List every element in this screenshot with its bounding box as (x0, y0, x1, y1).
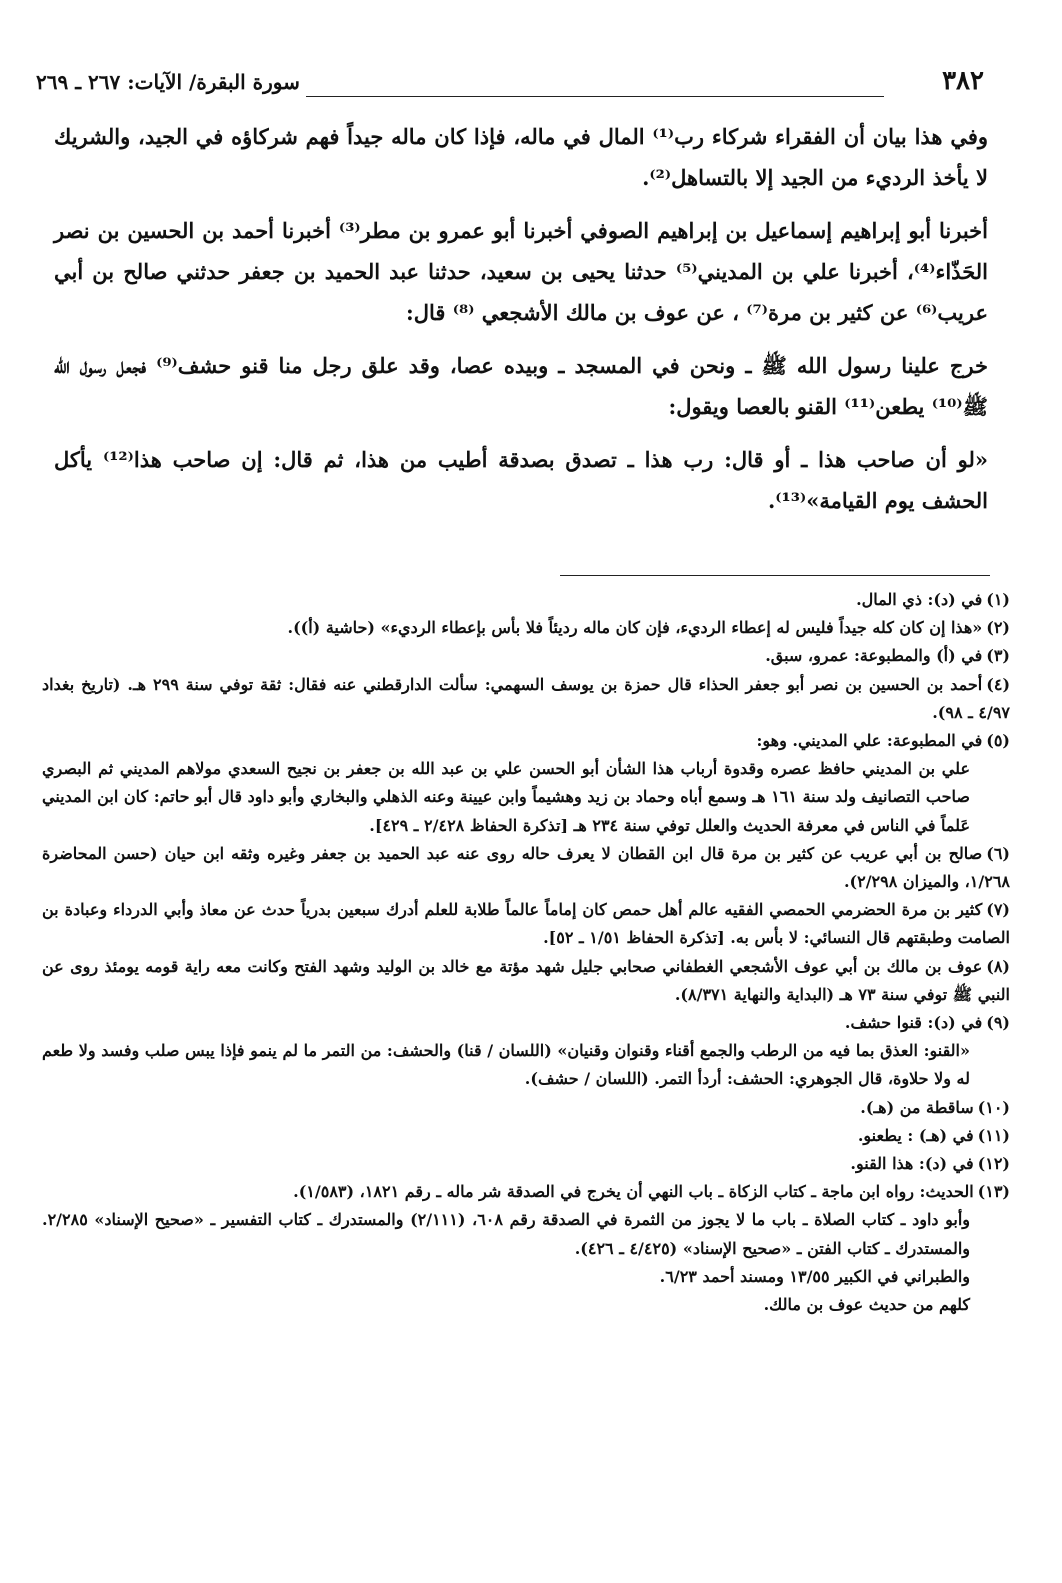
footnote-text: في (هـ) : يطعنو. (857, 1125, 974, 1145)
footnote-text: في (د): هذا القنو. (850, 1154, 974, 1174)
footnote-text: صالح بن أبي عريب عن كثير بن مرة قال ابن القطان لا يعرف حاله روى عنه عبد الحميد بن جعفر وغيره وثقه ابن حيان (حسن المحاضرة ١/٢٦٨، والميزان ٢/٢٩٨). (42, 843, 1010, 892)
footnote-number: (١٠) (977, 1097, 1010, 1117)
footnote-text: «القنو: العذق بما فيه من الرطب والجمع أقناء وقنوان وقنيان» (اللسان / قنا) والحشف: من التمر ما لم ينمو فإذا يبس صلب وفسد ولا طعم له ولا حلاوة، قال الجوهري: الحشف: أردأ التمر. (اللسان / حشف). (42, 1041, 970, 1089)
footnote-continuation (42, 1206, 1010, 1262)
main-text (54, 116, 988, 533)
footnote (42, 953, 1010, 1009)
footnote-number: (١٢) (977, 1154, 1010, 1174)
footnote (42, 1009, 1010, 1037)
footnote (42, 586, 1010, 614)
footnote-continuation (42, 1263, 1010, 1291)
footnote-text: الحديث: رواه ابن ماجة ـ كتاب الزكاة ـ باب النهي أن يخرج في الصدقة شر ماله ـ رقم ١٨٢١، (١/٥٨٣). (293, 1182, 974, 1202)
paragraph: وفي هذا بيان أن الفقراء شركاء رب⁽¹⁾ المال في ماله، فإذا كان ماله جيداً فهم شركاؤه في الجيد، والشريك لا يأخذ الرديء من الجيد إلا بالتساهل⁽²⁾. (54, 124, 988, 190)
footnote (42, 896, 1010, 952)
footnote (42, 642, 1010, 670)
header-rule (306, 96, 884, 97)
footnote (42, 1178, 1010, 1206)
running-title: سورة البقرة/ الآيات: ٢٦٧ ـ ٢٦٩ (36, 70, 300, 94)
footnote-number: (١٣) (977, 1182, 1010, 1202)
footnote-number: (٨) (986, 956, 1010, 976)
footnote-separator (560, 575, 990, 576)
footnote-text: ساقطة من (هـ). (860, 1097, 974, 1117)
footnote-text: في (د): ذي المال. (856, 590, 983, 609)
page-header (36, 66, 984, 106)
footnote-text: وأبو داود ـ كتاب الصلاة ـ باب ما لا يجوز من الثمرة في الصدقة رقم ٦٠٨، (٢/١١١) والمستدرك ـ كتاب التفسير ـ «صحيح الإسناد» ٢/٢٨٥. والمستدرك ـ كتاب الفتن ـ «صحيح الإسناد» (٤/٤٢٥ ـ ٤٢٦). (42, 1210, 970, 1258)
footnote (42, 1094, 1010, 1122)
footnote-text: والطبراني في الكبير ١٣/٥٥ ومسند أحمد ٦/٢٣. (659, 1266, 970, 1286)
footnote-text: كلهم من حديث عوف بن مالك. (763, 1295, 970, 1315)
footnote-text: علي بن المديني حافظ عصره وقدوة أرباب هذا الشأن أبو الحسن علي بن عبد الله بن جعفر بن نجيح السعدي مولاهم المديني ثم البصري صاحب التصانيف ولد سنة ١٦١ هـ وسمع أباه وحماد بن زيد وهشيماً وابن عيينة وعنه الذهلي والبخاري وأبو داود قال أبو حاتم: كان ابن المديني عَلماً في الناس في معرفة الحديث والعلل توفي سنة ٢٣٤ هـ [تذكرة الحفاظ ٢/٤٢٨ ـ ٤٢٩]. (42, 759, 970, 835)
footnote (42, 840, 1010, 896)
footnote (42, 727, 1010, 755)
footnote-continuation (42, 755, 1010, 840)
footnote-number: (٧) (986, 900, 1010, 920)
footnote-number: (٢) (986, 618, 1010, 638)
footnote-number: (٩) (986, 1013, 1010, 1033)
paragraph: أخبرنا أبو إبراهيم إسماعيل بن إبراهيم الصوفي أخبرنا أبو عمرو بن مطر⁽³⁾ أخبرنا أحمد بن الحسين بن نصر الحَذّاء⁽⁴⁾، أخبرنا علي بن المديني⁽⁵⁾ حدثنا يحيى بن سعيد، حدثنا عبد الحميد بن جعفر حدثني صالح بن أبي عريب⁽⁶⁾ عن كثير بن مرة⁽⁷⁾ ، عن عوف بن مالك الأشجعي ⁽⁸⁾ قال: (54, 218, 988, 325)
footnote (42, 1150, 1010, 1178)
footnote-continuation (42, 1037, 1010, 1093)
footnote-text: عوف بن مالك بن أبي عوف الأشجعي الغطفاني صحابي جليل شهد مؤتة مع خالد بن الوليد وشهد الفتح وكانت معه راية قومه يومئذ روى عن النبي ﷺ توفي سنة ٧٣ هـ (البداية والنهاية ٨/٣٧١). (42, 956, 1010, 1004)
footnote-text: «هذا إن كان كله جيداً فليس له إعطاء الرديء، فإن كان ماله رديئاً فلا بأس بإعطاء الرديء» (حاشية (أ)). (287, 618, 983, 638)
footnote (42, 671, 1010, 727)
footnote-text: أحمد بن الحسين بن نصر أبو جعفر الحذاء قال حمزة بن يوسف السهمي: سألت الدارقطني عنه فقال: ثقة توفي سنة ٢٩٩ هـ. (تاريخ بغداد ٤/٩٧ ـ ٩٨). (42, 674, 1010, 722)
page-number: ٣٨٢ (942, 66, 984, 96)
paragraph: «لو أن صاحب هذا ـ أو قال: رب هذا ـ تصدق بصدقة أطيب من هذا، ثم قال: إن صاحب هذا⁽¹²⁾ يأكل الحشف يوم القيامة»⁽¹³⁾. (54, 447, 988, 513)
paragraph: خرج علينا رسول الله ﷺ ـ ونحن في المسجد ـ وبيده عصا، وقد علق رجل منا قنو حشف⁽⁹⁾ فجعل رسول الله ﷺ⁽¹⁰⁾ يطعن⁽¹¹⁾ القنو بالعصا ويقول: (54, 353, 988, 419)
footnote-text: في المطبوعة: علي المديني. وهو: (756, 731, 983, 751)
footnote-number: (٤) (986, 674, 1011, 694)
footnote (42, 1122, 1010, 1150)
footnote-text: في (أ) والمطبوعة: عمرو، سبق. (765, 646, 983, 666)
footnote-number: (١) (986, 590, 1010, 609)
footnote-continuation (42, 1291, 1010, 1319)
footnote-number: (٣) (986, 646, 1010, 666)
footnote-text: كثير بن مرة الحضرمي الحمصي الفقيه عالم أهل حمص كان إماماً عالماً طلابة للعلم أدرك سبعين بدرياً حدث عن معاذ وأبي الدرداء وعبادة بن الصامت وطبقتهم قال النسائي: لا بأس به. [تذكرة الحفاظ ١/٥١ ـ ٥٢]. (42, 900, 1010, 948)
footnote (42, 614, 1010, 642)
footnote-number: (١١) (977, 1125, 1010, 1145)
footnote-number: (٦) (986, 843, 1010, 863)
footnote-text: في (د): قنوا حشف. (844, 1013, 983, 1033)
footnote-number: (٥) (986, 731, 1010, 751)
footnotes (42, 586, 1010, 1319)
